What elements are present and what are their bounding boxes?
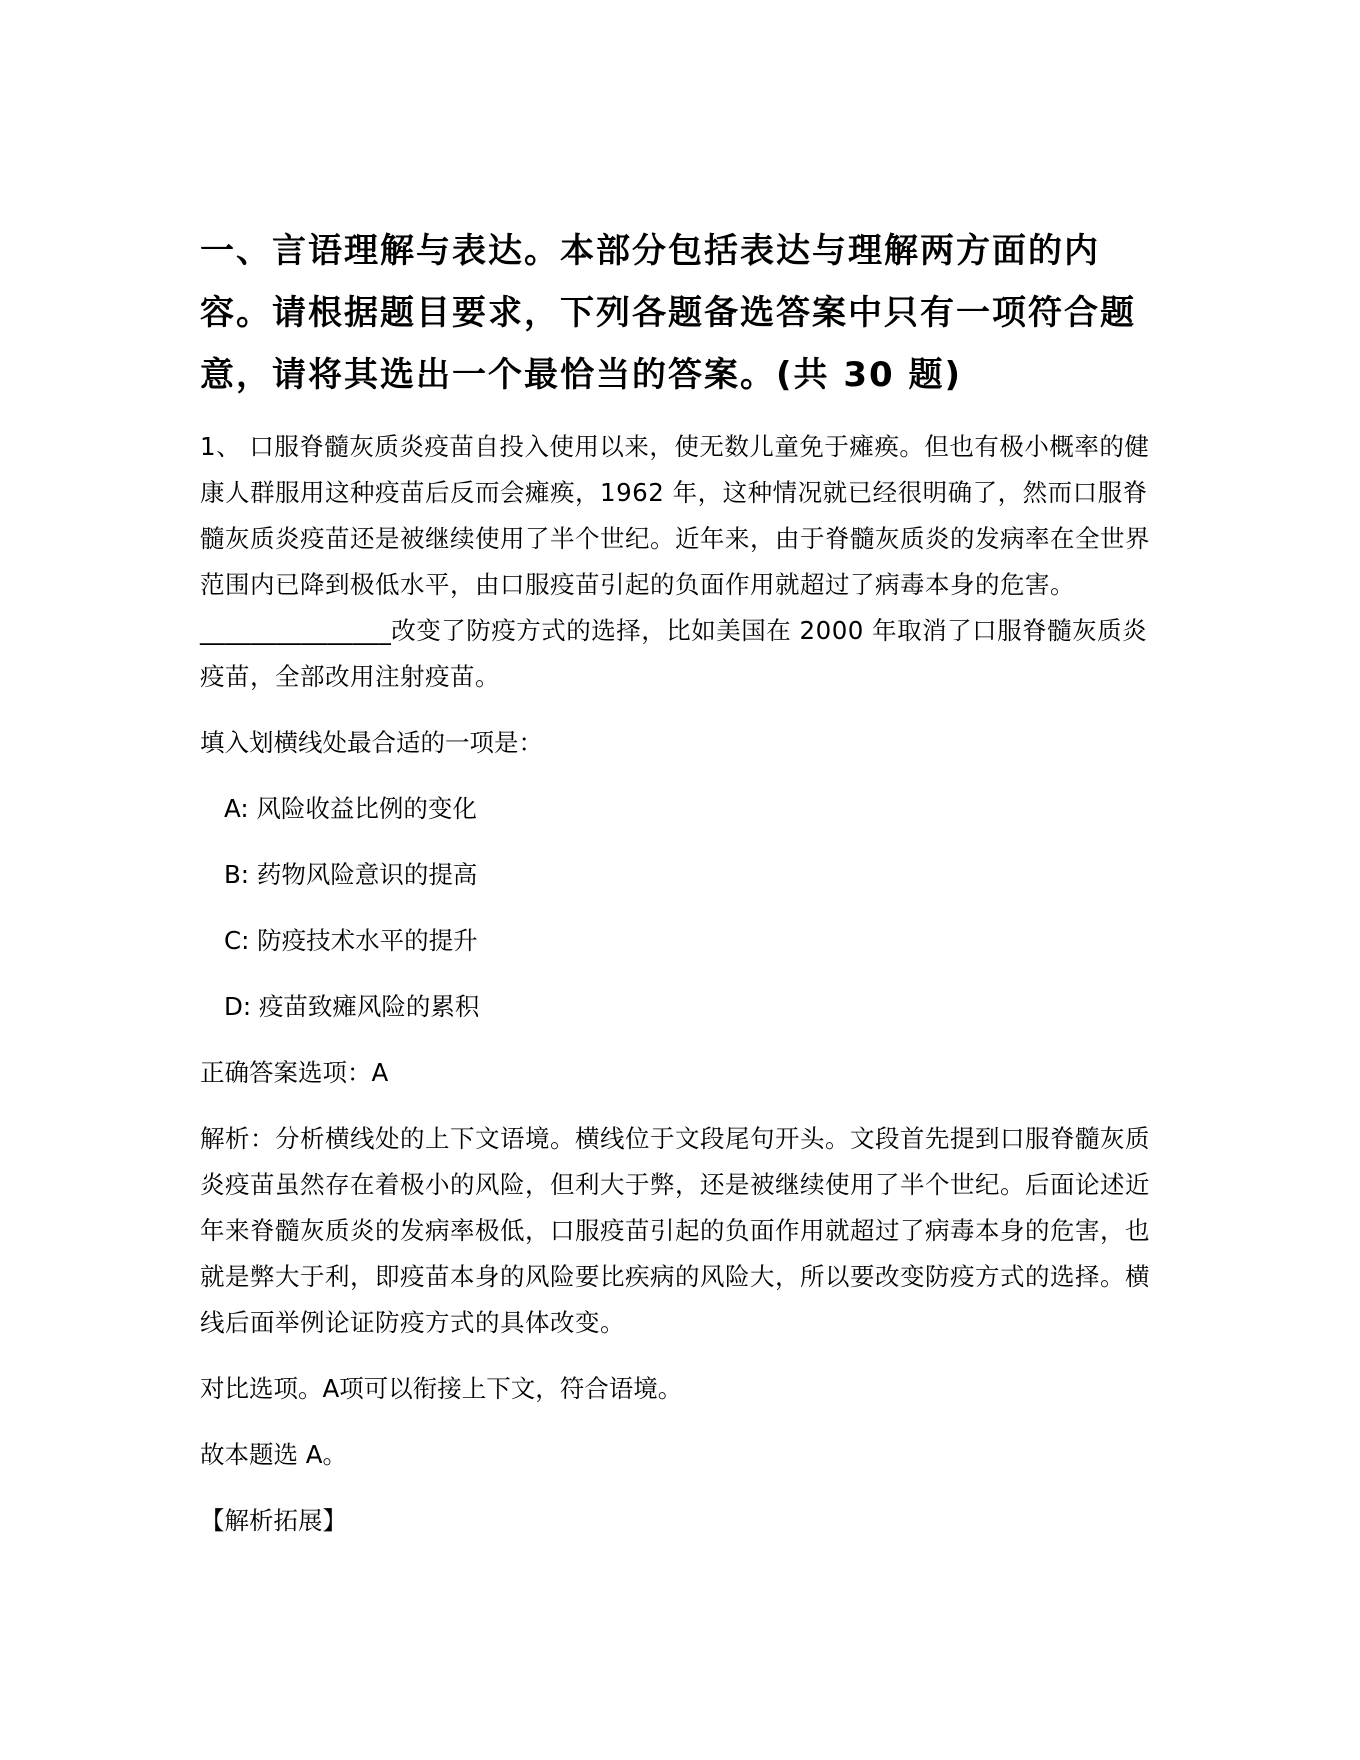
section-heading: 一、言语理解与表达。本部分包括表达与理解两方面的内容。请根据题目要求，下列各题备选答案中只有一项符合题意，请将其选出一个最恰当的答案。(共 30 题) (200, 231, 1136, 395)
question-prompt: 填入划横线处最合适的一项是： (200, 728, 543, 757)
answer-options (200, 786, 1160, 1030)
document-page (200, 220, 1160, 1544)
extension-heading: 【解析拓展】 (200, 1506, 347, 1535)
option-b: B: 药物风险意识的提高 (224, 860, 478, 889)
analysis-text: 解析：分析横线处的上下文语境。横线位于文段尾句开头。文段首先提到口服脊髓灰质炎疫苗虽然存在着极小的风险，但利大于弊，还是被继续使用了半个世纪。后面论述近年来脊髓灰质炎的发病率极低，口服疫苗引起的负面作用就超过了病毒本身的危害，也就是弊大于利，即疫苗本身的风险要比疾病的风险大，所以要改变防疫方式的选择。横线后面举例论证防疫方式的具体改变。 (200, 1124, 1150, 1337)
correct-answer: 正确答案选项：A (200, 1058, 389, 1087)
conclusion: 故本题选 A。 (200, 1440, 348, 1469)
option-a: A: 风险收益比例的变化 (224, 794, 477, 823)
question-stem: 1、 口服脊髓灰质炎疫苗自投入使用以来，使无数儿童免于瘫痪。但也有极小概率的健康人群服用这种疫苗后反而会瘫痪，1962 年，这种情况就已经很明确了，然而口服脊髓灰质炎疫苗还是被继续使用了半个世纪。近年来，由于脊髓灰质炎的发病率在全世界范围内已降到极低水平，由口服疫苗引起的负面作用就超过了病毒本身的危害。_______________改变了防疫方式的选择，比如美国在 2000 年取消了口服脊髓灰质炎疫苗，全部改用注射疫苗。 (200, 432, 1150, 691)
option-d: D: 疫苗致瘫风险的累积 (224, 992, 480, 1021)
option-comparison: 对比选项。A项可以衔接上下文，符合语境。 (200, 1374, 683, 1403)
option-c: C: 防疫技术水平的提升 (224, 926, 478, 955)
